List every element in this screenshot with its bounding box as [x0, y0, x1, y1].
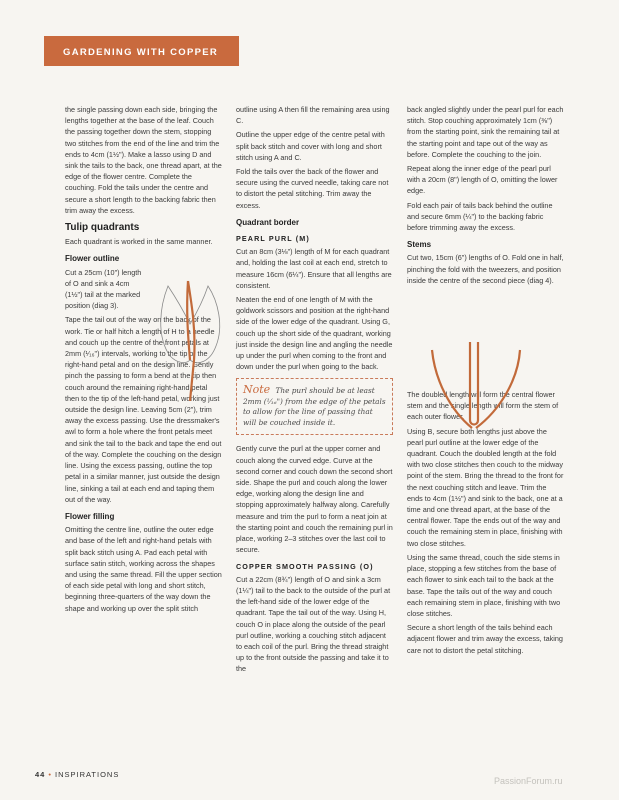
paragraph: Using B, secure both lengths just above the pearl purl outline at the lower edge of the quadrant. Couch the doubled length at the fold with two close stitches then couch to the midway point of the stem. Bring the thread to the front for the next couching stitch and leave. Trim the ends to 4cm (1½") and sink to the back, one at a time and one thread apart, at the base of the central flower. Tape the ends out of the way and couch the remaining stem in place, finishing with two close stitches. — [407, 426, 564, 548]
note-box — [236, 378, 393, 435]
paragraph: Gently curve the purl at the upper corner and couch along the curved edge. Curve at the second corner and couch down the second short side. Shape the purl and couch along the lower edge, working along the design line and stopping approximately halfway along. Carefully measure and trim the purl to form a neat join at the starting point and couch the remaining purl in place, working 2–3 stitches over the last coil to secure. — [236, 444, 393, 555]
heading-tulip-quadrants: Tulip quadrants — [65, 222, 140, 234]
copper-stem-doubled — [470, 342, 478, 425]
section-title: GARDENING WITH COPPER — [63, 47, 219, 58]
paragraph: Cut two, 15cm (6") lengths of O. Fold one in half, pinching the fold with the tweezers, and position inside the centre of the second piece (diag 4). — [407, 253, 564, 285]
page-number: 44 — [35, 770, 46, 779]
paragraph: Repeat along the inner edge of the pearl purl with a 20cm (8") length of O, omitting the lower edge. — [407, 164, 558, 196]
paragraph: Fold the tails over the back of the flower and secure using the curved needle, taking care not to distort the petal stitching. Trim away the excess. — [236, 167, 389, 210]
paragraph: outline using A then fill the remaining area using C. — [236, 105, 390, 126]
paragraph: Fold each pair of tails back behind the outline and secure 6mm (¼") to the backing fabric before trimming away the excess. — [407, 200, 553, 233]
paragraph: Outline the upper edge of the centre petal with split back stitch and cover with long and short stitch using A and C. — [236, 130, 385, 162]
page-footer — [35, 770, 119, 779]
paragraph: Cut a 22cm (8¾") length of O and sink a 3cm (1¼") tail to the back to the outside of the purl at the left-hand side of the lower edge of the quadrant. Tape the tail out of the way. Using H, couch O in place along the outside of the pearl purl outline, working a couching stitch adjacent to each coil of the purl. Bring the thread straight up to the front outside the passing and take it to the — [236, 574, 391, 674]
paragraph: Using the same thread, couch the side stems in place, stopping a few stitches from the base of each flower to sink each tail to the back at the base. Tape the tails out of the way and couch each remaining stem in place, finishing with two close stitches. — [407, 552, 561, 618]
paragraph: back angled slightly under the pearl purl for each stitch. Stop couching approximately 1cm (⅜") from the starting point, sink the remaining tail at the starting point and tape out of the way as before. Complete the couching to the join. — [407, 105, 564, 159]
heading-stems: Stems — [407, 240, 432, 250]
tulip-diagram-3 — [148, 276, 228, 401]
paragraph: Neaten the end of one length of M with the goldwork scissors and position at the right-hand side of the lower edge of the quadrant. Using G, couch up the short side of the quadrant, working just inside the design line and angling the needle up under the purl when coming to the front and down under the purl when going to the back. — [236, 295, 393, 372]
heading-pearl-purl: PEARL PURL (M) — [236, 234, 310, 244]
paragraph: Each quadrant is worked in the same manner. — [65, 237, 213, 247]
copper-stem-right — [476, 350, 520, 428]
heading-flower-outline: Flower outline — [65, 254, 120, 264]
section-banner — [44, 36, 239, 66]
heading-quadrant-border: Quadrant border — [236, 217, 300, 227]
column-2 — [236, 104, 393, 678]
paragraph: the single passing down each side, bringing the lengths together at the base of the leaf. Couch the passing together down the stem, stopping two stitches from the end of the line and trim the ends to 4cm (1½"). Make a lasso using D and sink the tails to the back, one thread apart, at the edge of the flower centre. Complete the couching. Fold the tails under the centre and secure a short length to the backing fabric then trim away the excess. — [65, 105, 222, 215]
paragraph: Omitting the centre line, outline the outer edge and base of the left and right-hand petals with split back stitch using A. Pad each petal with surface satin stitch, working across the shapes and using the same thread. Fill the upper section of each side petal with long and short stitch, beginning three-quarters of the way down the shape and working up over the split stitch — [65, 525, 222, 613]
paragraph-text: Tape the tail out of the way on the back of the work. Tie or half hitch a length of H to a needle and couch up the centre of the front petals at 2mm (¹⁄₁₆") intervals, working to the tip of the right-hand petal and on the design line. Gently pinch the passing to form a bend at the tip then couch around the remaining right-hand petal then to the tip of the left-hand petal, working just outside the design line. Leaving 5cm (2"), trim away the excess passing. Use the dressmaker's awl to form a hole where the front petals meet and sink the tail to the back and tape the end out of the way. Complete the couching on the design line. Using the excess passing, outline the top petal in a similar manner, just outside the design line, sinking a tail at each end and taping them out of the way. — [65, 315, 222, 504]
paragraph: The doubled length will form the central flower stem and the single length will form the stem of each outer flower. — [407, 390, 559, 422]
note-label: Note — [243, 383, 271, 397]
note-text: The purl should be at least 2mm (¹⁄₁₆") from the edge of the petals to allow for the line of passing that will be couched inside it. — [243, 386, 386, 427]
paragraph: Cut an 8cm (3⅛") length of M for each quadrant and, holding the last coil at each end, stretch to measure 16cm (6¼"). Ensure that all lengths are consistent. — [236, 247, 392, 290]
heading-copper-smooth-passing: COPPER SMOOTH PASSING (O) — [236, 561, 374, 571]
magazine-name: INSPIRATIONS — [54, 770, 120, 779]
bullet-separator: • — [48, 770, 52, 779]
watermark: PassionForum.ru — [494, 776, 563, 786]
heading-flower-filling: Flower filling — [65, 511, 115, 521]
copper-stem-left — [432, 350, 472, 428]
stems-diagram-4 — [410, 330, 550, 430]
paragraph: Secure a short length of the tails behind each adjacent flower and trim away the excess, taking care not to distort the petal stitching. — [407, 623, 563, 655]
paragraph: Cut a 25cm (10") length of O and sink a 4cm (1½") tail at the marked position (diag 3). — [65, 267, 142, 311]
